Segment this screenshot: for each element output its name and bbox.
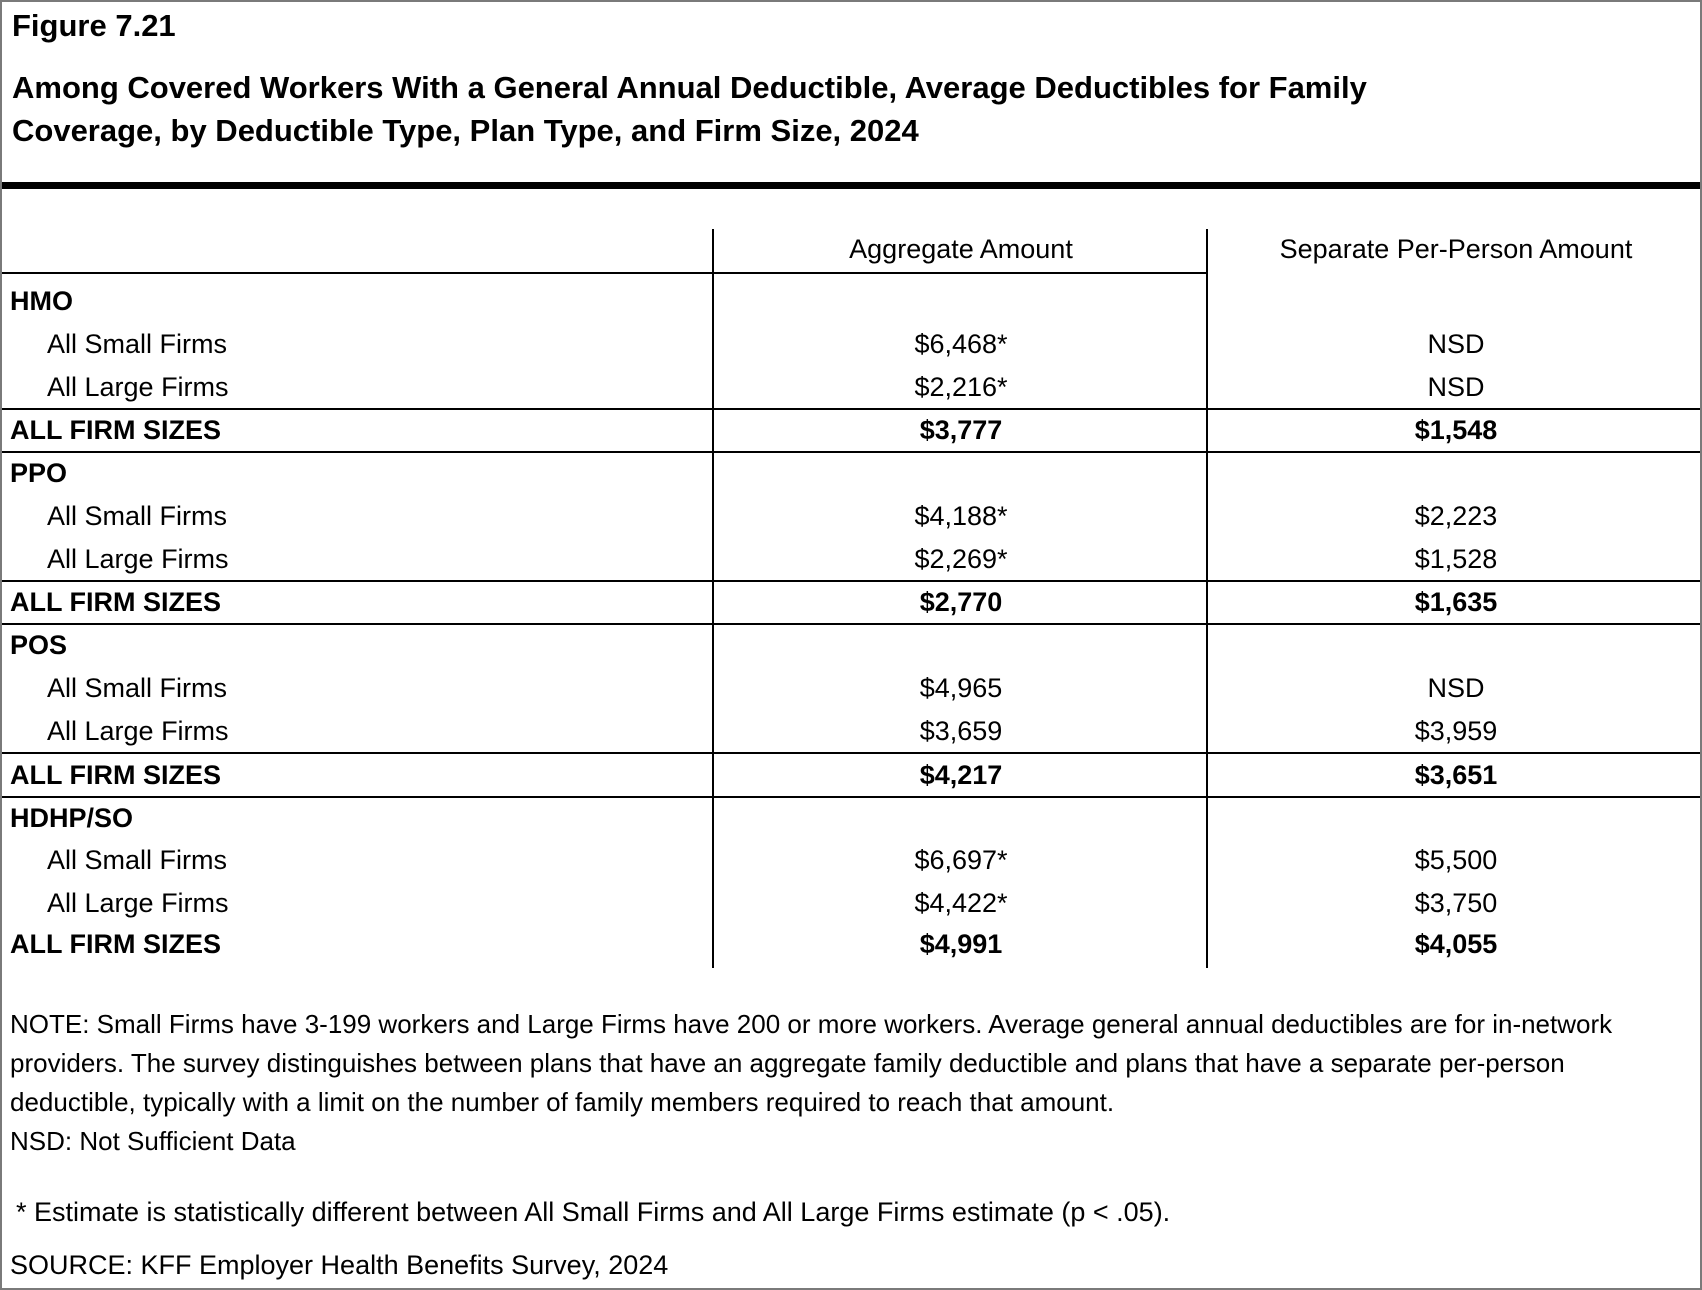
aggregate-value: $3,659 [919,716,1003,746]
row-label: ALL FIRM SIZES [10,587,222,617]
table-row [2,495,1702,538]
column-header-separate: Separate Per-Person Amount [1279,234,1633,264]
table-row [2,366,1702,409]
aggregate-value: $2,770 [919,587,1003,617]
aggregate-value: $6,697* [914,845,1008,875]
empty-cell [714,280,1208,323]
aggregate-value: $2,269* [914,544,1008,574]
section-label: PPO [10,458,68,488]
aggregate-value: $4,188* [914,501,1008,531]
aggregate-value: $4,217 [919,760,1003,790]
separate-value: NSD [1427,372,1485,402]
aggregate-value: $4,965 [919,673,1003,703]
separate-value: $3,651 [1414,760,1498,790]
row-label: All Small Firms [47,845,227,875]
figure-title-line-2: Coverage, by Deductible Type, Plan Type, and Firm Size, 2024 [12,113,919,148]
table-row [2,710,1702,753]
section-row-pos [2,624,1702,667]
aggregate-value: $2,216* [914,372,1008,402]
separate-value: $5,500 [1414,845,1498,875]
figure-title [12,66,1367,152]
section-row-ppo [2,452,1702,495]
all-firm-sizes-row-ppo [2,581,1702,624]
row-label: All Small Firms [47,329,227,359]
aggregate-value: $4,991 [919,929,1003,959]
section-row-hdhp-so [2,797,1702,840]
separate-value: $1,528 [1414,544,1498,574]
figure-title-line-1: Among Covered Workers With a General Annual Deductible, Average Deductibles for Family [12,70,1367,105]
nsd-definition: NSD: Not Sufficient Data [10,1126,296,1156]
table-row [2,882,1702,925]
empty-cell [1208,452,1702,495]
row-label: ALL FIRM SIZES [10,929,222,959]
aggregate-value: $4,422* [914,888,1008,918]
empty-cell [714,797,1208,840]
separate-value: $2,223 [1414,501,1498,531]
table-row [2,538,1702,581]
all-firm-sizes-row-hdhp-so [2,923,1702,966]
header-underline [2,272,1208,274]
empty-cell [714,452,1208,495]
note-line-3: deductible, typically with a limit on the number of family members required to reach that amount. [10,1087,1115,1117]
row-label: All Large Firms [47,716,229,746]
all-firm-sizes-row-hmo [2,409,1702,452]
separate-value: NSD [1427,329,1485,359]
title-divider [2,182,1702,189]
row-label: All Large Firms [47,544,229,574]
note-line-1: NOTE: Small Firms have 3-199 workers and Large Firms have 200 or more workers. Average general annual deductibles are for in-network [10,1009,1613,1039]
separate-value: $1,635 [1414,587,1498,617]
empty-cell [1208,280,1702,323]
separate-value: $4,055 [1414,929,1498,959]
empty-cell [1208,797,1702,840]
section-row-hmo [2,280,1702,323]
note-line-2: providers. The survey distinguishes between plans that have an aggregate family deductible and plans that have a separate per-person [10,1048,1565,1078]
aggregate-value: $3,777 [919,415,1003,445]
empty-cell [714,624,1208,667]
note-block [10,1005,1612,1161]
aggregate-value: $6,468* [914,329,1008,359]
empty-cell [1208,624,1702,667]
statistical-footnote: * Estimate is statistically different between All Small Firms and All Large Firms estimate (p < .05). [16,1197,1171,1227]
table-row [2,667,1702,710]
source-line: SOURCE: KFF Employer Health Benefits Survey, 2024 [10,1250,669,1280]
row-label: ALL FIRM SIZES [10,760,222,790]
table-row [2,839,1702,882]
row-label: All Large Firms [47,888,229,918]
row-label: All Small Firms [47,673,227,703]
section-label: POS [10,630,68,660]
section-label: HMO [10,286,73,316]
column-header-aggregate: Aggregate Amount [849,234,1073,264]
separate-value: $3,750 [1414,888,1498,918]
separate-value: $1,548 [1414,415,1498,445]
all-firm-sizes-row-pos [2,754,1702,797]
row-label: All Small Firms [47,501,227,531]
table-header-row [2,227,1702,272]
separate-value: NSD [1427,673,1485,703]
separate-value: $3,959 [1414,716,1498,746]
row-label: ALL FIRM SIZES [10,415,222,445]
table-row [2,323,1702,366]
figure-number: Figure 7.21 [12,8,176,43]
row-label: All Large Firms [47,372,229,402]
section-label: HDHP/SO [10,803,134,833]
header-spacer-cell [2,227,714,272]
